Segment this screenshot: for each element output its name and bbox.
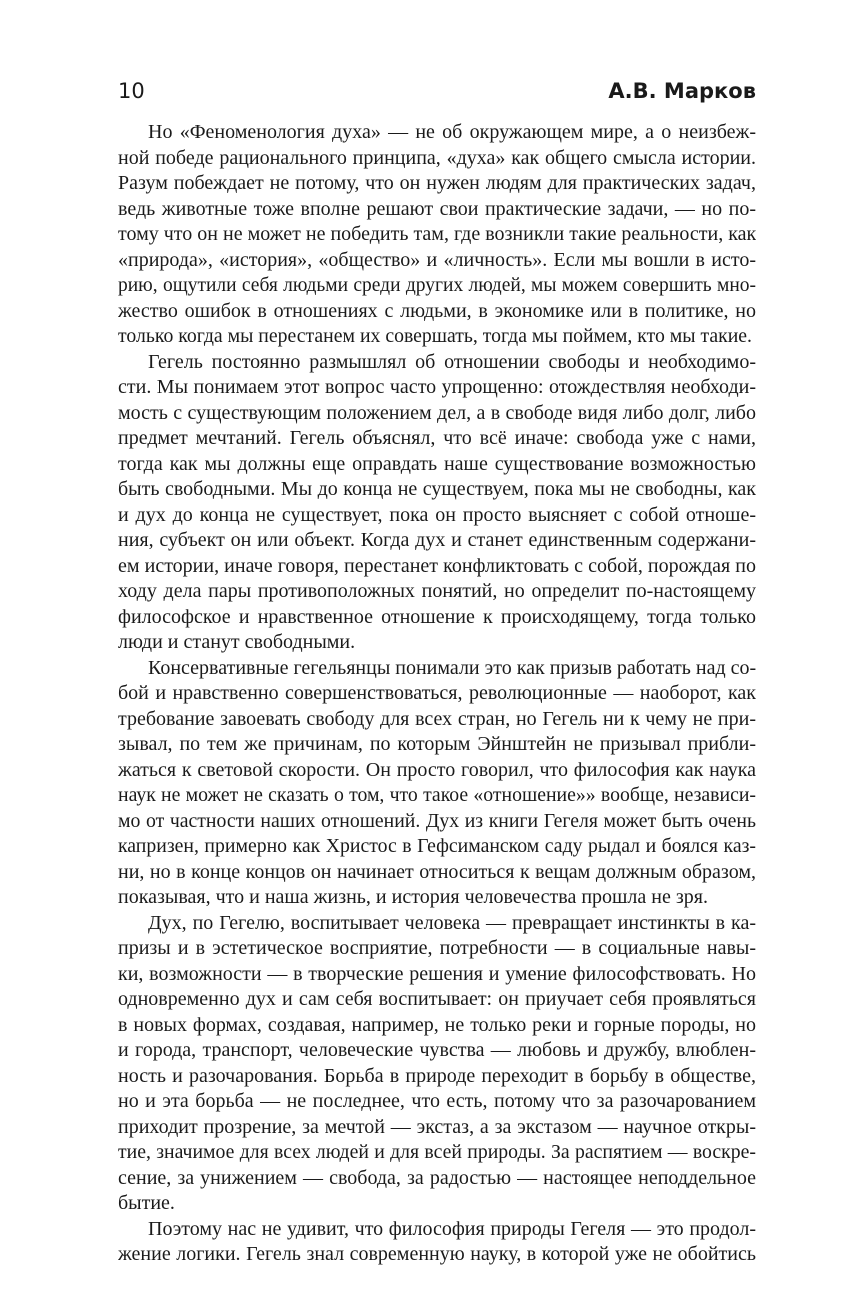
running-title-author: А.В. Марков xyxy=(608,79,756,103)
paragraph-4-line: ность и разочарования. Борьба в природе переходит в борьбу в обществе, xyxy=(118,1064,756,1087)
paragraph-4-line: Дух, по Гегелю, воспитывает человека — превращает инстинкты в ка- xyxy=(148,911,756,934)
paragraph-5-line: Поэтому нас не удивит, что философия природы Гегеля — это продол- xyxy=(148,1217,756,1240)
paragraph-3-line: показывая, что и наша жизнь, и история человечества прошла не зря. xyxy=(118,886,708,908)
paragraph-2-line: тогда как мы должны еще оправдать наше существование возможностью xyxy=(118,452,756,475)
paragraph-4-line: и города, транспорт, человеческие чувства — любовь и дружбу, влюблен- xyxy=(118,1039,756,1061)
paragraph-4-line: но и эта борьба — не последнее, что есть, потому что за разочарованием xyxy=(118,1090,756,1112)
paragraph-3-line: капризен, примерно как Христос в Гефсиманском саду рыдал и боялся каз- xyxy=(118,835,756,857)
body-text xyxy=(118,120,756,1268)
paragraph-3-line: наук не может не сказать о том, что такое «отношение»» вообще, независи- xyxy=(118,784,756,806)
paragraph-4-line: бытие. xyxy=(118,1192,175,1214)
paragraph-3-line: бой и нравственно совершенствоваться, революционные — наоборот, как xyxy=(118,682,756,704)
paragraph-2-line: сти. Мы понимаем этот вопрос часто упрощенно: отождествляя необходи- xyxy=(118,376,756,398)
paragraph-2-line: мость с существующим положением дел, а в свободе видя либо долг, либо xyxy=(118,401,756,424)
paragraph-2-line: предмет мечтаний. Гегель объяснял, что всё иначе: свобода уже с нами, xyxy=(118,427,756,449)
paragraph-2-line: люди и станут свободными. xyxy=(118,631,356,653)
paragraph-1-line: жество ошибок в отношениях с людьми, в экономике или в политике, но xyxy=(118,299,756,322)
paragraph-3-line: жаться к световой скорости. Он просто говорил, что философия как наука xyxy=(118,758,756,781)
paragraph-4-line: тие, значимое для всех людей и для всей природы. За распятием — воскре- xyxy=(118,1141,756,1163)
paragraph-4-line: призы и в эстетическое восприятие, потребности — в социальные навы- xyxy=(118,937,756,959)
paragraph-1-line: «природа», «история», «общество» и «личность». Если мы вошли в исто- xyxy=(118,248,756,271)
paragraph-4-line: ки, возможности — в творческие решения и умение философствовать. Но xyxy=(118,962,756,985)
paragraph-3-line: ни, но в конце концов он начинает относиться к вещам должным образом, xyxy=(118,860,756,883)
paragraph-2-line: ходу дела пары противоположных понятий, но определит по-настоящему xyxy=(118,580,756,602)
paragraph-2-line: ния, субъект он или объект. Когда дух и станет единственным содержани- xyxy=(118,529,756,551)
paragraph-4-line: приходит прозрение, за мечтой — экстаз, а за экстазом — научное откры- xyxy=(118,1115,756,1138)
paragraph-4-line: в новых формах, создавая, например, не только реки и горные породы, но xyxy=(118,1013,756,1036)
paragraph-3-line: требование завоевать свободу для всех стран, но Гегель ни к чему не при- xyxy=(118,707,756,730)
paragraph-2-line: ем истории, иначе говоря, перестанет конфликтовать с собой, порождая по xyxy=(118,554,756,577)
paragraph-4-line: сение, за унижением — свобода, за радостью — настоящее неподдельное xyxy=(118,1166,756,1189)
paragraph-2-line: и дух до конца не существует, пока он просто выясняет с собой отноше- xyxy=(118,503,756,526)
paragraph-4-line: одновременно дух и сам себя воспитывает: он приучает себя проявляться xyxy=(118,988,756,1010)
paragraph-1-line: тому что он не может не победить там, где возникли такие реальности, как xyxy=(118,223,756,245)
running-head xyxy=(118,76,756,106)
paragraph-3-line: зывал, по тем же причинам, по которым Эйнштейн не призывал прибли- xyxy=(118,733,756,755)
paragraph-1-line: Разум побеждает не потому, что он нужен людям для практических задач, xyxy=(118,172,756,194)
paragraph-2-line: быть свободными. Мы до конца не существуем, пока мы не свободны, как xyxy=(118,478,756,500)
paragraph-3-line: Консервативные гегельянцы понимали это как призыв работать над со- xyxy=(148,656,756,679)
paragraph-1-line: ведь животные тоже вполне решают свои практические задачи, — но по- xyxy=(118,197,756,220)
paragraph-1-line: ной победе рационального принципа, «духа» как общего смысла истории. xyxy=(118,146,756,169)
paragraph-3-line: мо от частности наших отношений. Дух из книги Гегеля может быть очень xyxy=(118,809,756,832)
paragraph-2-line: философское и нравственное отношение к происходящему, тогда только xyxy=(118,605,756,628)
page-number: 10 xyxy=(118,79,145,103)
paragraph-1-line: рию, ощутили себя людьми среди других людей, мы можем совершить мно- xyxy=(118,275,756,296)
paragraph-1-line: Но «Феноменология духа» — не об окружающем мире, а о неизбеж- xyxy=(148,121,756,143)
paragraph-5-line: жение логики. Гегель знал современную науку, в которой уже не обойтись xyxy=(118,1243,756,1265)
paragraph-2-line: Гегель постоянно размышлял об отношении свободы и необходимо- xyxy=(148,350,756,373)
paragraph-1-line: только когда мы перестанем их совершать, тогда мы поймем, кто мы такие. xyxy=(118,325,752,347)
